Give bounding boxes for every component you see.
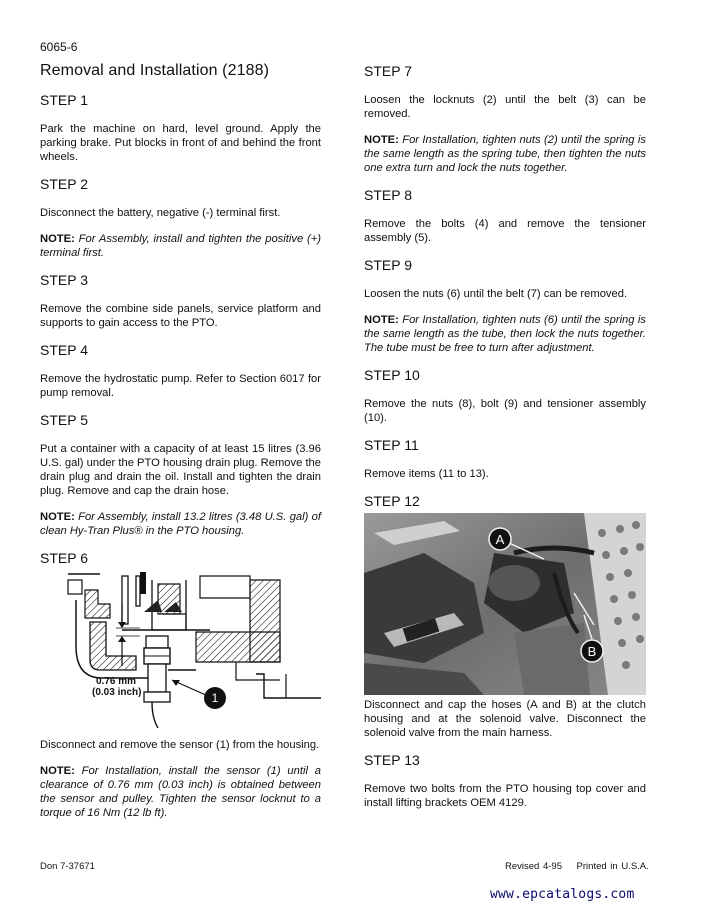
revised-date: Revised 4-95 (505, 861, 562, 872)
revision-info (505, 861, 649, 872)
right-column (364, 63, 646, 822)
callout-b-label: B (587, 644, 597, 659)
step-7-heading: STEP 7 (364, 63, 412, 79)
sensor-clearance-diagram (40, 570, 321, 728)
step-13-text: Remove two bolts from the PTO housing top cover and install lifting brackets OEM 4129. (364, 783, 646, 809)
note-text: For Installation, tighten nuts (2) until the spring is the same length as the spring tube, then tighten the nuts one extra turn and lock the nuts together. (364, 134, 646, 174)
step-2-note (40, 232, 321, 260)
sensor-drawing (144, 636, 170, 728)
callout-1-label: 1 (211, 691, 219, 705)
step-6-heading: STEP 6 (40, 550, 88, 566)
step-5-text: Put a container with a capacity of at least 15 litres (3.96 U.S. gal) under the PTO housing drain plug. Remove the drain plug and drain the oil. Install and tighten the drain plug. Remove and cap the drain hose. (40, 443, 321, 497)
hose-solenoid-photo (364, 513, 646, 695)
note-text: For Assembly, install and tighten the positive (+) terminal first. (40, 233, 321, 259)
step-13-heading: STEP 13 (364, 752, 420, 768)
step-9-note (364, 313, 646, 355)
step-6-note (40, 764, 321, 820)
step-5-heading: STEP 5 (40, 412, 88, 428)
step-10-text: Remove the nuts (8), bolt (9) and tensioner assembly (10). (364, 398, 646, 424)
step-4-heading: STEP 4 (40, 342, 88, 358)
step-1-text: Park the machine on hard, level ground. Apply the parking brake. Put blocks in front of and behind the front wheels. (40, 123, 321, 163)
clearance-inch-label: (0.03 inch) (92, 687, 142, 698)
step-12-caption: Disconnect and cap the hoses (A and B) at the clutch housing and at the solenoid valve. Disconnect the solenoid valve from the main harness. (364, 699, 646, 739)
page-title: Removal and Installation (2188) (40, 62, 270, 79)
step-9-text: Loosen the nuts (6) until the belt (7) can be removed. (364, 288, 628, 300)
photo-svg (364, 513, 646, 695)
step-1-heading: STEP 1 (40, 92, 88, 108)
page-number: 6065-6 (40, 40, 78, 54)
note-text: For Installation, install the sensor (1) until a clearance of 0.76 mm (0.03 inch) is obtained between the sensor and pulley. Tighten the sensor locknut to a torque of 16 Nm (12 lb ft). (40, 765, 321, 819)
step-8-text: Remove the bolts (4) and remove the tensioner assembly (5). (364, 218, 646, 244)
step-5-note (40, 510, 321, 538)
note-text: For Assembly, install 13.2 litres (3.48 U.S. gal) of clean Hy-Tran Plus® in the PTO housing. (40, 511, 321, 537)
step-4-text: Remove the hydrostatic pump. Refer to Section 6017 for pump removal. (40, 373, 321, 399)
left-column (40, 92, 321, 832)
step-2-text: Disconnect the battery, negative (-) terminal first. (40, 207, 281, 219)
step-2-heading: STEP 2 (40, 176, 88, 192)
callout-a-label: A (495, 532, 505, 547)
step-11-heading: STEP 11 (364, 437, 419, 453)
site-watermark: www.epcatalogs.com (490, 887, 635, 902)
step-12-heading: STEP 12 (364, 493, 420, 509)
step-3-heading: STEP 3 (40, 272, 88, 288)
sensor-diagram-svg (40, 570, 321, 728)
step-11-text: Remove items (11 to 13). (364, 468, 489, 480)
printed-location: Printed in U.S.A. (576, 861, 649, 872)
step-9-heading: STEP 9 (364, 257, 412, 273)
step-3-text: Remove the combine side panels, service platform and supports to gain access to the PTO. (40, 303, 321, 329)
note-label: NOTE: (40, 233, 75, 245)
document-number: Don 7-37671 (40, 861, 95, 872)
note-label: NOTE: (40, 511, 75, 523)
note-label: NOTE: (364, 134, 399, 146)
step-6-text: Disconnect and remove the sensor (1) from the housing. (40, 739, 320, 751)
step-7-text: Loosen the locknuts (2) until the belt (3) can be removed. (364, 94, 646, 120)
clearance-mm-label: 0.76 mm (96, 676, 137, 687)
step-7-note (364, 133, 646, 175)
note-label: NOTE: (364, 314, 399, 326)
note-label: NOTE: (40, 765, 75, 777)
note-text: For Installation, tighten nuts (6) until the spring is the same length as the tube, then lock the nuts together. The tube must be free to turn after adjustment. (364, 314, 646, 354)
step-8-heading: STEP 8 (364, 187, 412, 203)
step-10-heading: STEP 10 (364, 367, 420, 383)
